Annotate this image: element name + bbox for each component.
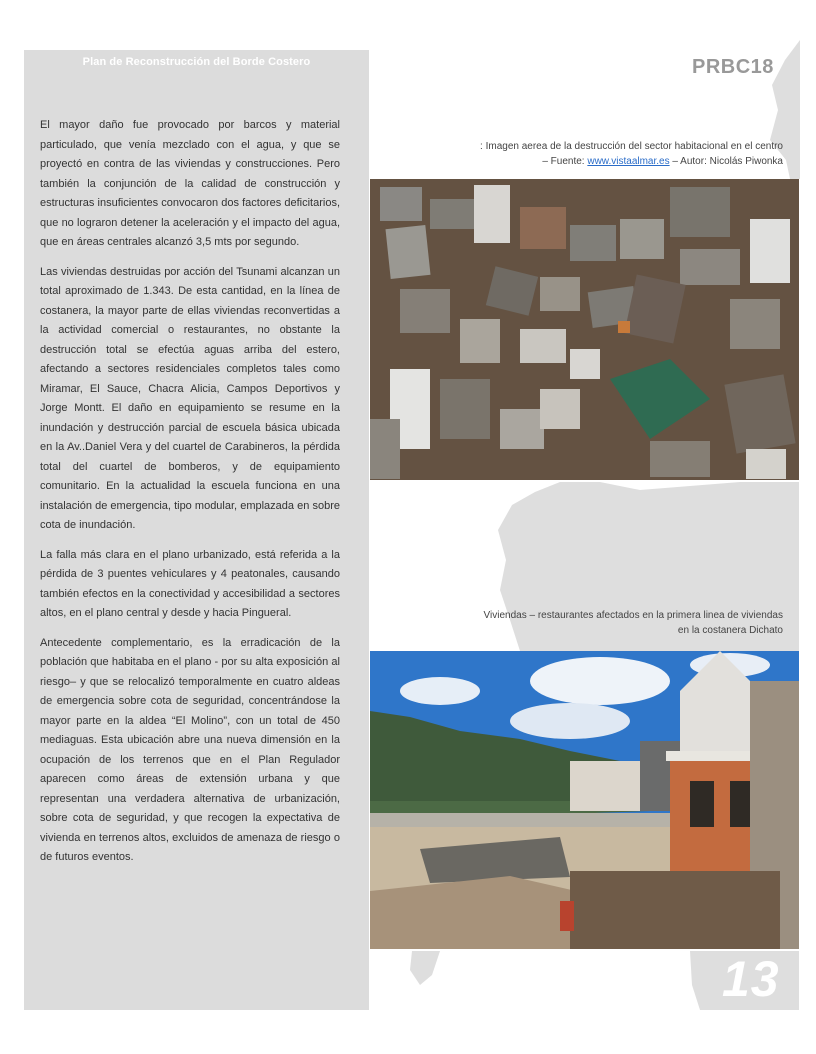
page-number: 13 <box>722 951 780 1007</box>
source-link[interactable]: www.vistaalmar.es <box>587 156 670 167</box>
caption-line-2: en la costanera Dichato <box>677 625 783 636</box>
damaged-houses-photo <box>370 651 799 949</box>
aerial-destruction-photo <box>370 179 799 480</box>
document-code: PRBC18 <box>692 56 774 78</box>
document-title: Plan de Reconstrucción del Borde Costero <box>82 56 311 68</box>
caption-line-1: Viviendas – restaurantes afectados en la primera linea de viviendas <box>483 610 783 621</box>
caption-line: : Imagen aerea de la destrucción del sector habitacional en el centro <box>480 141 783 152</box>
paragraph-4: Antecedente complementario, es la erradicación de la población que habitaba en el plano - por su alta exposición al riesgo– y que se relocalizó temporalmente en cuatro aldeas de emergencia sobre cota de seguridad, concentrándose la mayor parte en la aldea “El Molino”, con un total de 450 mediaguas. Esta ubicación abre una nueva dimensión en la ocupación de los terrenos que en el Plan Regulador aparecen como áreas de extensión urbana y que representan una verdadera alternativa de urbanización, sobre cota de seguridad, y que recogen la expectativa de vivienda en terrenos altos, excluidos de amenaza de riesgo o de futuros eventos. <box>40 636 340 863</box>
houses-photo-caption <box>383 608 783 638</box>
paragraph-2: Las viviendas destruidas por acción del Tsunami alcanzan un total aproximado de 1.343. De esta cantidad, en la línea de costanera, la mayor parte de ellas viviendas reconvertidas a la actividad comercial o restaurantes, no obstante la destrucción total se efectúa aguas arriba del estero, afectando a sectores residenciales completos tales como Miramar, El Sauce, Chacra Alicia, Campos Deportivos y Jorge Montt. El daño en equipamiento se resume en la inundación y destrucción parcial de escuela básica ubicada en la Av..Daniel Vera y del cuartel de Carabineros, la pérdida total del cuartel de bomberos, y de equipamiento comunitario. En la actualidad la escuela funciona en una instalación de emergencia, tipo modular, emplazada en sobre cota de inundación. <box>40 265 340 531</box>
caption-author: – Autor: Nicolás Piwonka <box>669 156 783 167</box>
caption-source-prefix: – Fuente: <box>542 156 588 167</box>
paragraph-1: El mayor daño fue provocado por barcos y material particulado, que venía mezclado con el agua, y que se proyectó en contra de las viviendas y construcciones. Pero también la conjunción de la calidad de construcción y estructuras insuficientes convocaron dos factores deficitarios, que no lograron detener la aceleración y el impacto del agua, que en áreas centrales alcanzó 3,5 mts por segundo. <box>40 119 340 248</box>
caption-source-line <box>383 154 783 169</box>
paragraph-3: La falla más clara en el plano urbanizado, está referida a la pérdida de 3 puentes vehiculares y 4 peatonales, causando también efectos en la conectividad y accesibilidad a sectores altos, en el plano central y desde y hacia Pingueral. <box>40 548 340 619</box>
aerial-photo-caption <box>383 139 783 169</box>
body-text <box>40 116 340 878</box>
